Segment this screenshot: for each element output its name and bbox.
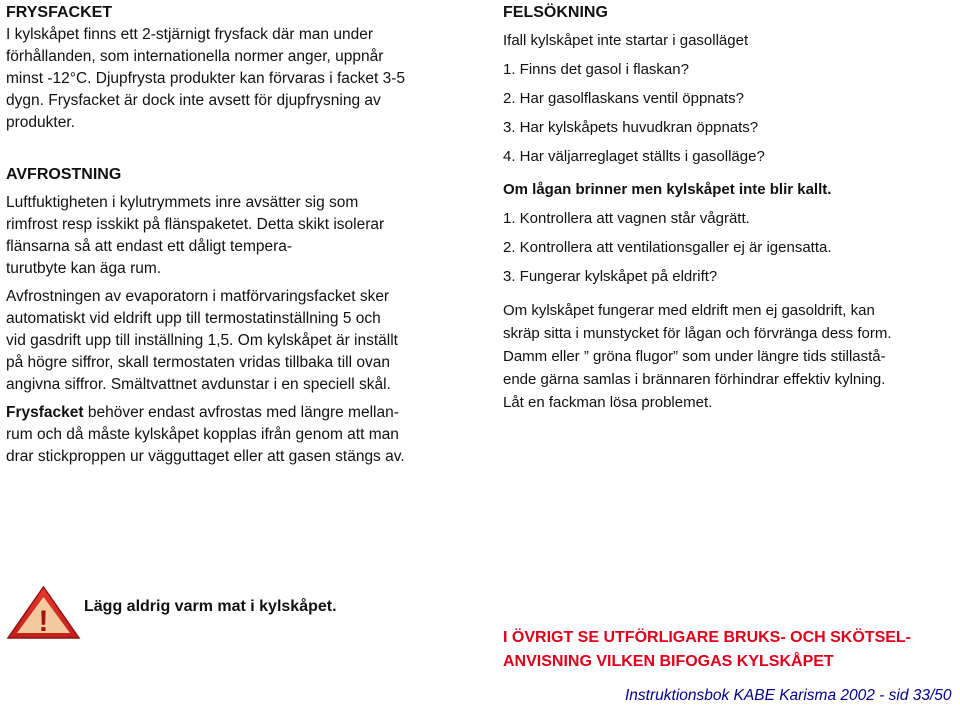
- text-line: produkter.: [6, 114, 75, 131]
- text-line: I kylskåpet finns ett 2-stjärnigt frysfack där man under: [6, 26, 373, 43]
- text-line: angivna siffror. Smältvattnet avdunstar i en speciell skål.: [6, 376, 391, 393]
- text-line: minst -12°C. Djupfrysta produkter kan förvaras i facket 3-5: [6, 70, 406, 87]
- frysfacket-defrost-paragraph: [6, 402, 458, 468]
- warning-symbol: !: [38, 605, 49, 638]
- text-line: [6, 402, 458, 424]
- felsokning-heading: FELSÖKNING: [503, 4, 608, 21]
- list-item: 4. Har väljarreglaget ställts i gasolläge?: [503, 148, 765, 165]
- text-line: rimfrost resp isskikt på flänspaketet. Detta skikt isolerar: [6, 216, 385, 233]
- text-line: Luftfuktigheten i kylutrymmets inre avsätter sig som: [6, 194, 359, 211]
- avfrostning-heading: AVFROSTNING: [6, 166, 122, 183]
- warning-text: Lägg aldrig varm mat i kylskåpet.: [84, 598, 337, 615]
- gas-checklist: [503, 55, 953, 171]
- page-footer: Instruktionsbok KABE Karisma 2002 - sid 33/50: [625, 687, 952, 704]
- text-line: turutbyte kan äga rum.: [6, 260, 162, 277]
- list-item: 2. Har gasolflaskans ventil öppnats?: [503, 90, 744, 107]
- avfrostning-paragraph-2: [6, 286, 458, 396]
- list-item: 3. Har kylskåpets huvudkran öppnats?: [503, 119, 759, 136]
- text-line: flänsarna så att endast ett dåligt tempera-: [6, 238, 293, 255]
- text-line: ende gärna samlas i brännaren förhindrar effektiv kylning.: [503, 371, 886, 388]
- notice-line: I ÖVRIGT SE UTFÖRLIGARE BRUKS- OCH SKÖTSEL-: [503, 629, 912, 646]
- flame-checklist: [503, 204, 953, 291]
- text-line: dygn. Frysfacket är dock inte avsett för djupfrysning av: [6, 92, 381, 109]
- list-item: 3. Fungerar kylskåpet på eldrift?: [503, 268, 718, 285]
- warning-triangle-icon: [6, 585, 81, 640]
- text-line: drar stickproppen ur vägguttaget eller att gasen stängs av.: [6, 448, 405, 465]
- list-item: 1. Finns det gasol i flaskan?: [503, 61, 689, 78]
- text-span: behöver endast avfrostas med längre mellan-: [83, 404, 399, 421]
- list-item: 1. Kontrollera att vagnen står vågrätt.: [503, 210, 750, 227]
- notice-line: ANVISNING VILKEN BIFOGAS KYLSKÅPET: [503, 653, 834, 670]
- red-notice: [503, 626, 911, 674]
- text-line: automatiskt vid eldrift upp till termostatinställning 5 och: [6, 310, 381, 327]
- text-line: Damm eller ” gröna flugor” som under längre tids stillastå-: [503, 348, 886, 365]
- text-line: rum och då måste kylskåpet kopplas ifrån genom att man: [6, 426, 399, 443]
- text-line: förhållanden, som internationella normer anger, uppnår: [6, 48, 384, 65]
- frysfacket-paragraph: [6, 24, 458, 134]
- left-column: [6, 0, 458, 468]
- text-line: Låt en fackman lösa problemet.: [503, 394, 713, 411]
- troubleshoot-paragraph: [503, 299, 953, 414]
- frysfacket-bold-term: Frysfacket: [6, 404, 84, 421]
- text-line: Om kylskåpet fungerar med eldrift men ej gasoldrift, kan: [503, 302, 875, 319]
- frysfacket-heading: FRYSFACKET: [6, 4, 113, 21]
- text-line: Avfrostningen av evaporatorn i matförvaringsfacket sker: [6, 288, 390, 305]
- flame-subheading: Om lågan brinner men kylskåpet inte blir kallt.: [503, 181, 832, 198]
- text-line: skräp sitta i munstycket för lågan och förvränga dess form.: [503, 325, 892, 342]
- text-line: på högre siffror, skall termostaten vridas tillbaka till ovan: [6, 354, 390, 371]
- felsokning-intro: Ifall kylskåpet inte startar i gasolläget: [503, 32, 749, 49]
- right-column: [503, 0, 953, 414]
- list-item: 2. Kontrollera att ventilationsgaller ej är igensatta.: [503, 239, 832, 256]
- text-line: vid gasdrift upp till inställning 1,5. Om kylskåpet är inställt: [6, 332, 398, 349]
- avfrostning-paragraph-1: [6, 192, 458, 280]
